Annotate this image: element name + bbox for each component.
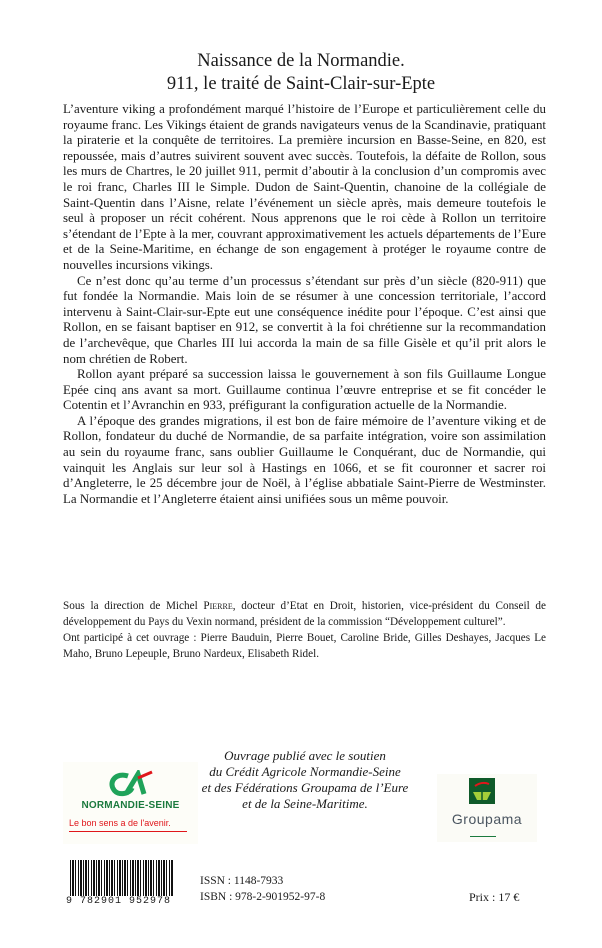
support-line: du Crédit Agricole Normandie-Seine [209,764,401,779]
book-title [0,50,602,96]
groupama-name: Groupama [451,811,523,827]
support-notice [200,748,410,812]
barcode-digits: 9 782901 952978 [66,896,182,907]
credit-agricole-mark-icon [108,770,154,800]
support-line: et des Fédérations Groupama de l’Eure [201,780,409,795]
groupama-logo [437,774,537,842]
support-line: Ouvrage publié avec le soutien [224,748,386,763]
paragraph: Ce n’est donc qu’au terme d’un processus s’étendant sur près d’un siècle (820-911) que fut fondée la Normandie. Mais loin de se résumer à une concession territoriale, l’accord intervenu à Saint-Clair-sur-Epte eut une conséquence inédite pour l’époque. C’est ainsi que Rollon, en se faisant baptiser en 912, se convertit à la foi chrétienne sur la recommandation de l’archevêque, que Charles III lui accorda la main de sa fille Gisèle et qu’il prit alors le nom chrétien de Robert. [63,273,546,366]
isbn: ISBN : 978-2-901952-97-8 [200,891,326,903]
support-line: et de la Seine-Maritime. [242,796,368,811]
paragraph: A l’époque des grandes migrations, il est bon de faire mémoire de l’aventure viking et de Rollon, fondateur du duché de Normandie, de sa parfaite intégration, voire son assimilation au sein du royaume franc, sans oublier Guillaume le Conquérant, duc de Normandie, qui vainquit les Anglais sur leur sol à Hastings en 1066, et se fit couronner et sacrer roi d’Angleterre, le 25 décembre jour de Noël, à l’église abbatiale Saint-Pierre de Westminster. La Normandie et l’Angleterre étaient ainsi unifiées sous un même pouvoir. [63,413,546,506]
direction-credit [63,598,546,630]
director-surname: Pierre [203,600,233,612]
groupama-mark-icon [469,778,495,804]
credit-agricole-slogan: Le bon sens a de l'avenir. [69,818,187,832]
paragraph: Rollon ayant préparé sa succession laissa le gouvernement à son fils Guillaume Longue Epée cinq ans avant sa mort. Guillaume continua l’œuvre entreprise et se fit concéder le Cotentin et l’Avranchin en 933, préfigurant la configuration actuelle de la Normandie. [63,367,546,413]
direction-suffix: , docteur d’Etat en Droit, historien, vice-président du Conseil de développement du Pays du Vexin normand, président de la commission “Développement culturel”. [63,600,546,628]
credits [63,598,546,662]
credit-agricole-name: NORMANDIE-SEINE [81,800,180,811]
issn: ISSN : 1148-7933 [200,875,284,887]
barcode [64,858,182,908]
title-line-2: 911, le traité de Saint-Clair-sur-Epte [166,74,436,94]
credit-agricole-logo [63,762,198,844]
blurb-text [63,102,546,507]
title-line-1: Naissance de la Normandie. [197,51,405,71]
paragraph: L’aventure viking a profondément marqué l’histoire de l’Europe et particulièrement celle du royaume franc. Les Vikings étaient de grands navigateurs venus de la Scandinavie, pratiquant la piraterie et la conquête de territoires. La première incursion en Basse-Seine, en 820, est repoussée, mais d’autres suivirent souvent avec succès. Toutefois, la défaite de Rollon, sous les murs de Chartres, le 20 juillet 911, permit d’aboutir à la conclusion d’un compromis avec le roi franc, Charles III le Simple. Dudon de Saint-Quentin, chanoine de la collégiale de Saint-Quentin dans l’Aisne, relate l’événement un siècle après, mais demeure toutefois le seul à proposer un récit cohérent. Nous apprenons que le roi cède à Rollon un territoire s’étendant de l’Epte à la mer, couvrant approximativement les actuels départements de l’Eure et de la Seine-Maritime, en échange de son engagement à protéger le royaume contre de nouvelles incursions vikings. [63,102,546,272]
direction-prefix: Sous la direction de Michel [63,600,204,612]
groupama-underline [470,836,496,837]
price: Prix : 17 € [469,890,520,904]
identifiers [200,873,325,905]
contributors: Ont participé à cet ouvrage : Pierre Bauduin, Pierre Bouet, Caroline Bride, Gilles Deshayes, Jacques Le Maho, Bruno Lepeuple, Bruno Nardeux, Elisabeth Ridel. [63,632,546,660]
barcode-bars [70,860,174,898]
